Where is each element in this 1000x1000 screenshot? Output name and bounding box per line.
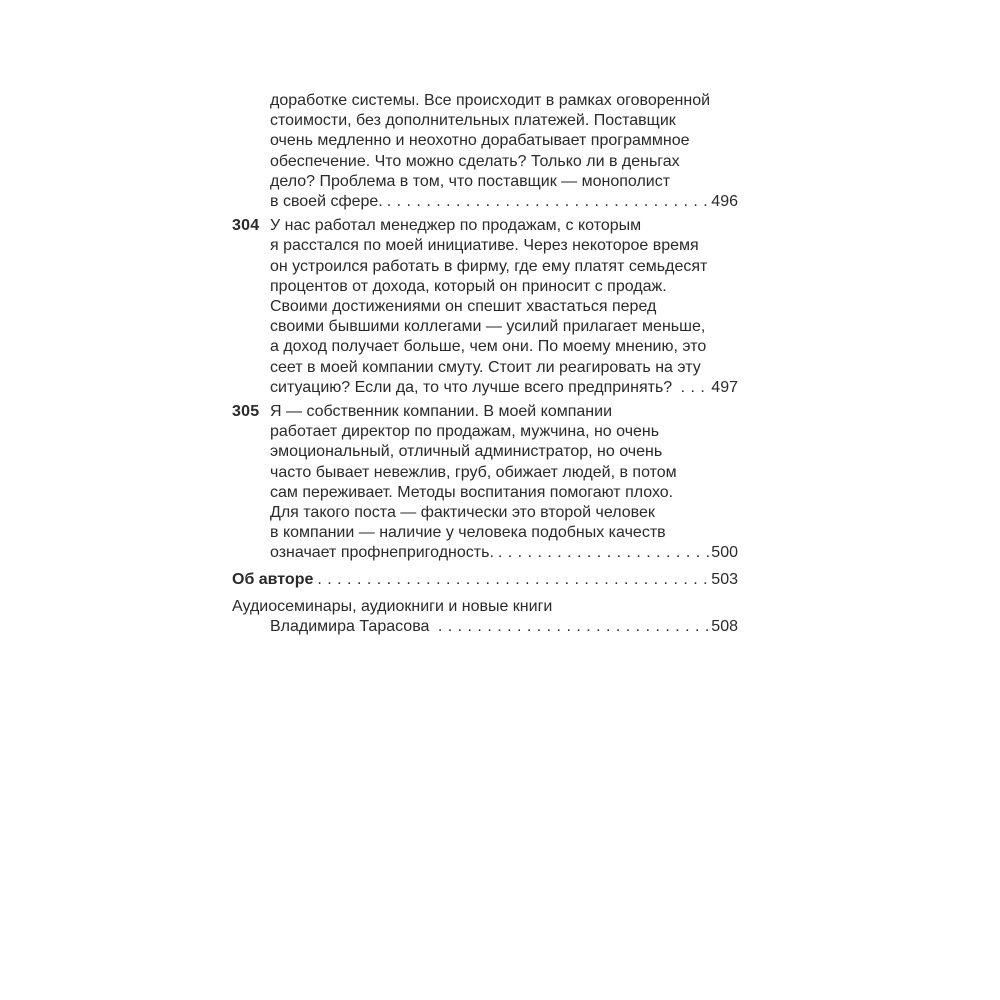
toc-text-line: дело? Проблема в том, что поставщик — монополист [270, 172, 671, 190]
toc-text-line: процентов от дохода, который он приносит с продаж. [270, 277, 667, 295]
page-number: 503 [711, 570, 738, 588]
toc-entry [232, 570, 738, 590]
toc-text-line: эмоциональный, отличный администратор, но очень [270, 443, 663, 461]
toc-entry [232, 597, 738, 637]
toc-entry-number [232, 91, 270, 212]
toc-leader-text: Об авторе [232, 570, 314, 588]
toc-entry-number: 305 [232, 403, 260, 421]
toc-text-line: своими бывшими коллегами — усилий прилагает меньше, [270, 318, 706, 336]
dot-leader [317, 570, 710, 590]
dot-leader [498, 543, 710, 563]
toc-entry-body [270, 216, 738, 398]
toc-leader-line [270, 378, 738, 398]
toc-entry [232, 216, 738, 398]
toc-leader-line [270, 192, 738, 212]
dot-leader [387, 192, 711, 212]
toc-text-line: сеет в моей компании смуту. Стоит ли реагировать на эту [270, 358, 701, 376]
toc-text-line: в компании — наличие у человека подобных качеств [270, 524, 666, 542]
toc-leader-text: ситуацию? Если да, то что лучше всего предпринять? [270, 378, 677, 396]
toc-entry-body [270, 91, 738, 212]
toc-leader-text: в своей сфере. [270, 193, 383, 211]
toc-text-line: он устроился работать в фирму, где ему платят семьдесят [270, 257, 708, 275]
toc-text-line: У нас работал менеджер по продажам, с которым [270, 217, 642, 235]
toc-list [232, 91, 738, 637]
page-number: 500 [711, 544, 738, 562]
toc-text-line: часто бывает невежлив, груб, обижает людей, в потом [270, 463, 677, 481]
page-number: 508 [711, 618, 738, 636]
toc-entry-number: 304 [232, 217, 260, 235]
page-number: 497 [711, 378, 738, 396]
toc-leader-text: означает профнепригодность. [270, 544, 494, 562]
toc-entry-body [232, 597, 738, 637]
toc-leader-text: Владимира Тарасова [270, 618, 434, 636]
dot-leader [681, 378, 711, 398]
toc-entry [232, 91, 738, 212]
toc-leader-line [232, 570, 738, 590]
toc-text-line: стоимости, без дополнительных платежей. Поставщик [270, 112, 676, 130]
toc-entry-body [270, 402, 738, 564]
toc-entry-body [232, 570, 738, 590]
page-number: 496 [711, 193, 738, 211]
toc-leader-line [270, 543, 738, 563]
toc-leader-line [232, 617, 738, 637]
toc-text-line: а доход получает больше, чем они. По моему мнению, это [270, 338, 707, 356]
toc-text-line: Я — собственник компании. В моей компании [270, 403, 612, 421]
toc-text-line: я расстался по моей инициативе. Через некоторое время [270, 237, 699, 255]
toc-entry [232, 402, 738, 564]
toc-text-line: Своими достижениями он спешит хвастаться перед [270, 298, 657, 316]
toc-text-line: очень медленно и неохотно дорабатывает программное [270, 132, 690, 150]
toc-text-line: сам переживает. Методы воспитания помогают плохо. [270, 483, 674, 501]
dot-leader [438, 617, 710, 637]
toc-text-line: Аудиосеминары, аудиокниги и новые книги [232, 597, 553, 615]
toc-text-line: Для такого поста — фактически это второй человек [270, 504, 655, 522]
toc-text-line: обеспечение. Что можно сделать? Только ли в деньгах [270, 152, 680, 170]
toc-text-line: работает директор по продажам, мужчина, но очень [270, 423, 660, 441]
toc-text-line: доработке системы. Все происходит в рамках оговоренной [270, 92, 711, 109]
